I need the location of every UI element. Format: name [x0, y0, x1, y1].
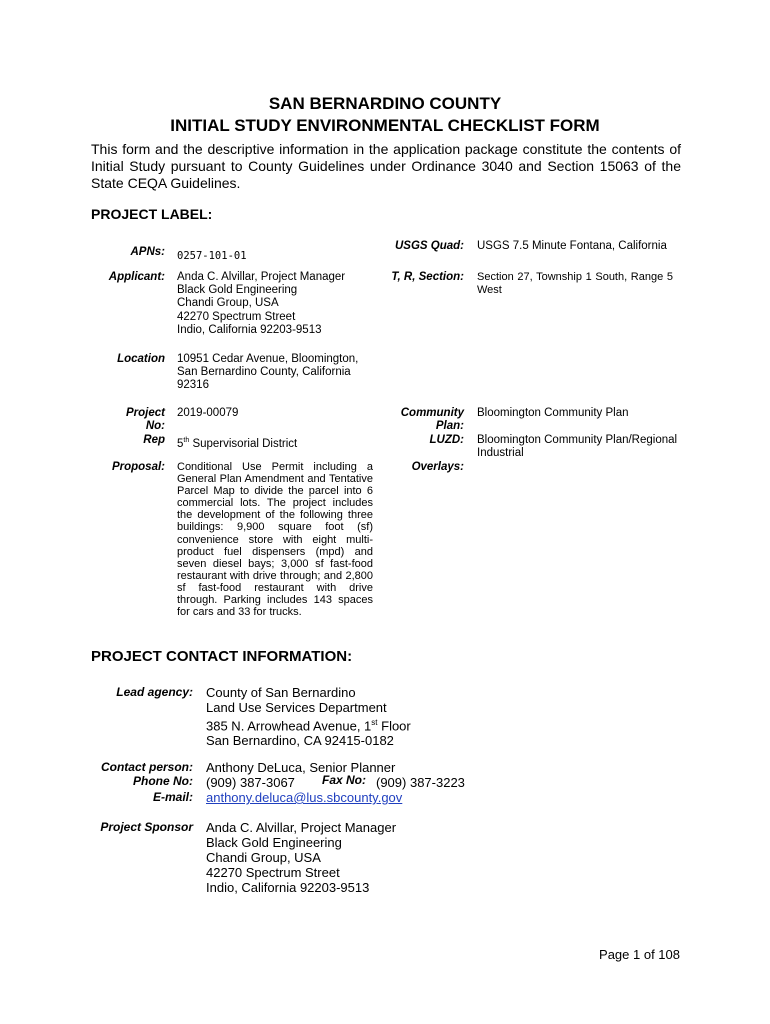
- project-no-label-line-2: No:: [145, 420, 165, 432]
- applicant-line: 42270 Spectrum Street: [177, 310, 296, 323]
- rep-value-ordinal: th: [183, 437, 190, 444]
- location-line: 92316: [177, 379, 209, 392]
- lead-agency-floor: Floor: [377, 718, 411, 734]
- location-block: [177, 353, 377, 393]
- community-plan-label-line-1: Community: [400, 407, 464, 419]
- page-title-line-1: SAN BERNARDINO COUNTY: [268, 94, 502, 113]
- applicant-line: Anda C. Alvillar, Project Manager: [177, 271, 346, 283]
- location-line: San Bernardino County, California: [177, 366, 351, 379]
- community-plan-value: Bloomington Community Plan: [477, 407, 629, 419]
- usgs-quad-value: USGS 7.5 Minute Fontana, California: [477, 240, 667, 252]
- trs-value: Section 27, Township 1 South, Range 5 West: [477, 271, 673, 297]
- applicant-block: [177, 271, 377, 337]
- applicant-line: Chandi Group, USA: [177, 297, 279, 310]
- lead-agency-line: Land Use Services Department: [206, 700, 387, 715]
- rep-value: [177, 434, 297, 451]
- community-plan-label-line-2: Plan:: [435, 420, 464, 432]
- fax-label: Fax No:: [322, 773, 367, 787]
- location-line: 10951 Cedar Avenue, Bloomington,: [177, 353, 359, 365]
- community-plan-label: [360, 407, 464, 433]
- fax-value: (909) 387-3223: [376, 775, 465, 790]
- sponsor-line: 42270 Spectrum Street: [206, 865, 340, 880]
- contact-person-label: Contact person:: [100, 760, 193, 774]
- lead-agency-line: County of San Bernardino: [206, 685, 356, 700]
- lead-agency-block: [206, 685, 466, 748]
- apns-value: 0257-101-01: [177, 250, 247, 262]
- project-no-value: 2019-00079: [177, 407, 239, 419]
- proposal-value: Conditional Use Permit including a General Plan Amendment and Tentative Parcel Map to divide the parcel into 6 commercial lots. The project includes the development of the following three buildings: 9,900 square foot (sf) convenience store with eight multi-product fuel dispensers (mpd) and seven diesel bays; 3,000 sf fast-food restaurant with drive through; and 2,800 sf fast-food restaurant with drive through. Parking includes 143 spaces for cars and 33 for trucks.: [177, 461, 373, 619]
- applicant-label: Applicant:: [108, 271, 165, 283]
- email-label: E-mail:: [152, 790, 193, 804]
- trs-label: T, R, Section:: [391, 271, 464, 283]
- applicant-line: Black Gold Engineering: [177, 284, 298, 297]
- luzd-label: LUZD:: [429, 434, 464, 446]
- rep-value-number: 5: [177, 437, 184, 450]
- rep-label: Rep: [143, 434, 165, 446]
- page-number: Page 1 of 108: [599, 947, 680, 962]
- intro-paragraph: This form and the descriptive information in the application package constitute the contents of Initial Study pursuant to County Guidelines under Ordinance 3040 and Section 15063 of the State CEQA Guidelines.: [91, 141, 681, 191]
- contact-heading: PROJECT CONTACT INFORMATION:: [91, 648, 353, 665]
- email-link[interactable]: anthony.deluca@lus.sbcounty.gov: [206, 790, 403, 805]
- overlays-label: Overlays:: [411, 461, 464, 473]
- applicant-line: Indio, California 92203-9513: [177, 323, 322, 336]
- lead-agency-line: [206, 715, 466, 733]
- lead-agency-ordinal: st: [371, 718, 378, 727]
- project-label-heading: PROJECT LABEL:: [91, 206, 213, 222]
- apns-label: APNs:: [130, 246, 165, 258]
- sponsor-line: Black Gold Engineering: [206, 835, 342, 850]
- rep-value-text: Supervisorial District: [189, 437, 298, 450]
- project-no-label-line-1: Project: [126, 407, 165, 419]
- proposal-label: Proposal:: [111, 461, 165, 473]
- contact-person-value: Anthony DeLuca, Senior Planner: [206, 760, 396, 775]
- page-title-line-2: INITIAL STUDY ENVIRONMENTAL CHECKLIST FORM: [170, 116, 600, 135]
- luzd-value: Bloomington Community Plan/Regional Industrial: [477, 434, 678, 460]
- project-sponsor-block: [206, 820, 466, 895]
- phone-value: (909) 387-3067: [206, 775, 295, 790]
- location-label: Location: [117, 353, 165, 365]
- phone-label: Phone No:: [133, 774, 193, 788]
- project-no-label: [90, 407, 165, 433]
- lead-agency-address: 385 N. Arrowhead Avenue, 1: [206, 718, 372, 734]
- lead-agency-line: San Bernardino, CA 92415-0182: [206, 733, 394, 749]
- project-sponsor-label: Project Sponsor: [100, 820, 193, 834]
- usgs-quad-label: USGS Quad:: [394, 240, 464, 252]
- sponsor-line: Anda C. Alvillar, Project Manager: [206, 820, 397, 835]
- sponsor-line: Indio, California 92203-9513: [206, 880, 370, 895]
- lead-agency-label: Lead agency:: [116, 685, 193, 699]
- sponsor-line: Chandi Group, USA: [206, 850, 321, 865]
